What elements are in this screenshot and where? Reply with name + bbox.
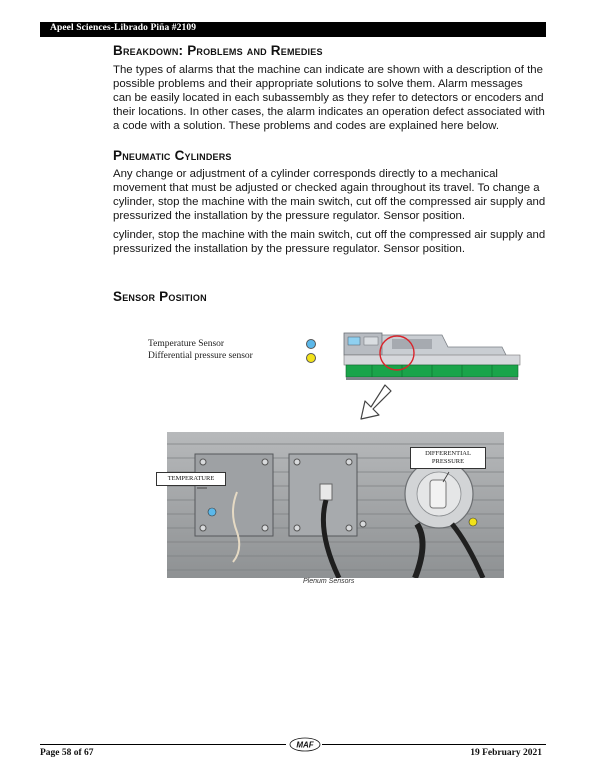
svg-text:MAF: MAF bbox=[296, 740, 314, 750]
paragraph-pneumatic-2 bbox=[113, 228, 549, 256]
legend-temperature-dot bbox=[306, 339, 316, 349]
legend-pressure-dot bbox=[306, 353, 316, 363]
text-line: The types of alarms that the machine can indicate are shown with a description of the bbox=[113, 64, 543, 76]
temperature-sensor-label: TEMPERATURE bbox=[156, 472, 226, 486]
section-title-breakdown: Breakdown: Problems and Remedies bbox=[113, 43, 323, 58]
text-line: a code with a solution. These problems and codes are explained here below. bbox=[113, 120, 500, 133]
paragraph-breakdown bbox=[113, 63, 549, 133]
text-line: movement that must be adjusted or checked again throughout its travel. To change a bbox=[113, 182, 540, 195]
text-line: can be easily located in each subassembly as they refer to detectors or encoders and bbox=[113, 92, 544, 105]
photo-caption: Plenum Sensors bbox=[303, 578, 355, 585]
text-line: cylinder, stop the machine with the main switch, cut off the compressed air supply and bbox=[113, 229, 546, 241]
text-line: cylinder, stop the machine with the main switch, cut off the compressed air supply and bbox=[113, 196, 546, 209]
machine-illustration bbox=[342, 331, 522, 385]
arrow-down-left-icon bbox=[358, 383, 394, 423]
section-title-sensor-position: Sensor Position bbox=[113, 289, 207, 304]
legend-temperature-label: Temperature Sensor bbox=[148, 339, 225, 349]
differential-pressure-label: DIFFERENTIAL PRESSURE bbox=[410, 447, 486, 469]
text-line: pressurized the installation by the pressure regulator. Sensor position. bbox=[113, 210, 466, 223]
document-title: Apeel Sciences-Librado Piña #2109 bbox=[50, 23, 197, 33]
text-line: Any change or adjustment of a cylinder corresponds directly to a mechanical bbox=[113, 168, 498, 180]
maf-logo-icon bbox=[289, 737, 321, 752]
section-title-pneumatic: Pneumatic Cylinders bbox=[113, 148, 232, 163]
footer-rule-left bbox=[40, 744, 286, 745]
paragraph-pneumatic-1 bbox=[113, 167, 549, 223]
text-line: their locations. In other cases, the alarm indicates an operation defect associated with bbox=[113, 106, 545, 119]
page-number: Page 58 of 67 bbox=[40, 748, 94, 758]
legend-pressure-label: Differential pressure sensor bbox=[148, 351, 253, 361]
document-date: 19 February 2021 bbox=[470, 748, 542, 758]
text-line: possible problems and their appropriate solutions to solve them. Alarm messages bbox=[113, 78, 523, 91]
footer-rule-right bbox=[322, 744, 546, 745]
text-line: pressurized the installation by the pressure regulator. Sensor position. bbox=[113, 243, 466, 256]
header-bar bbox=[40, 22, 546, 37]
